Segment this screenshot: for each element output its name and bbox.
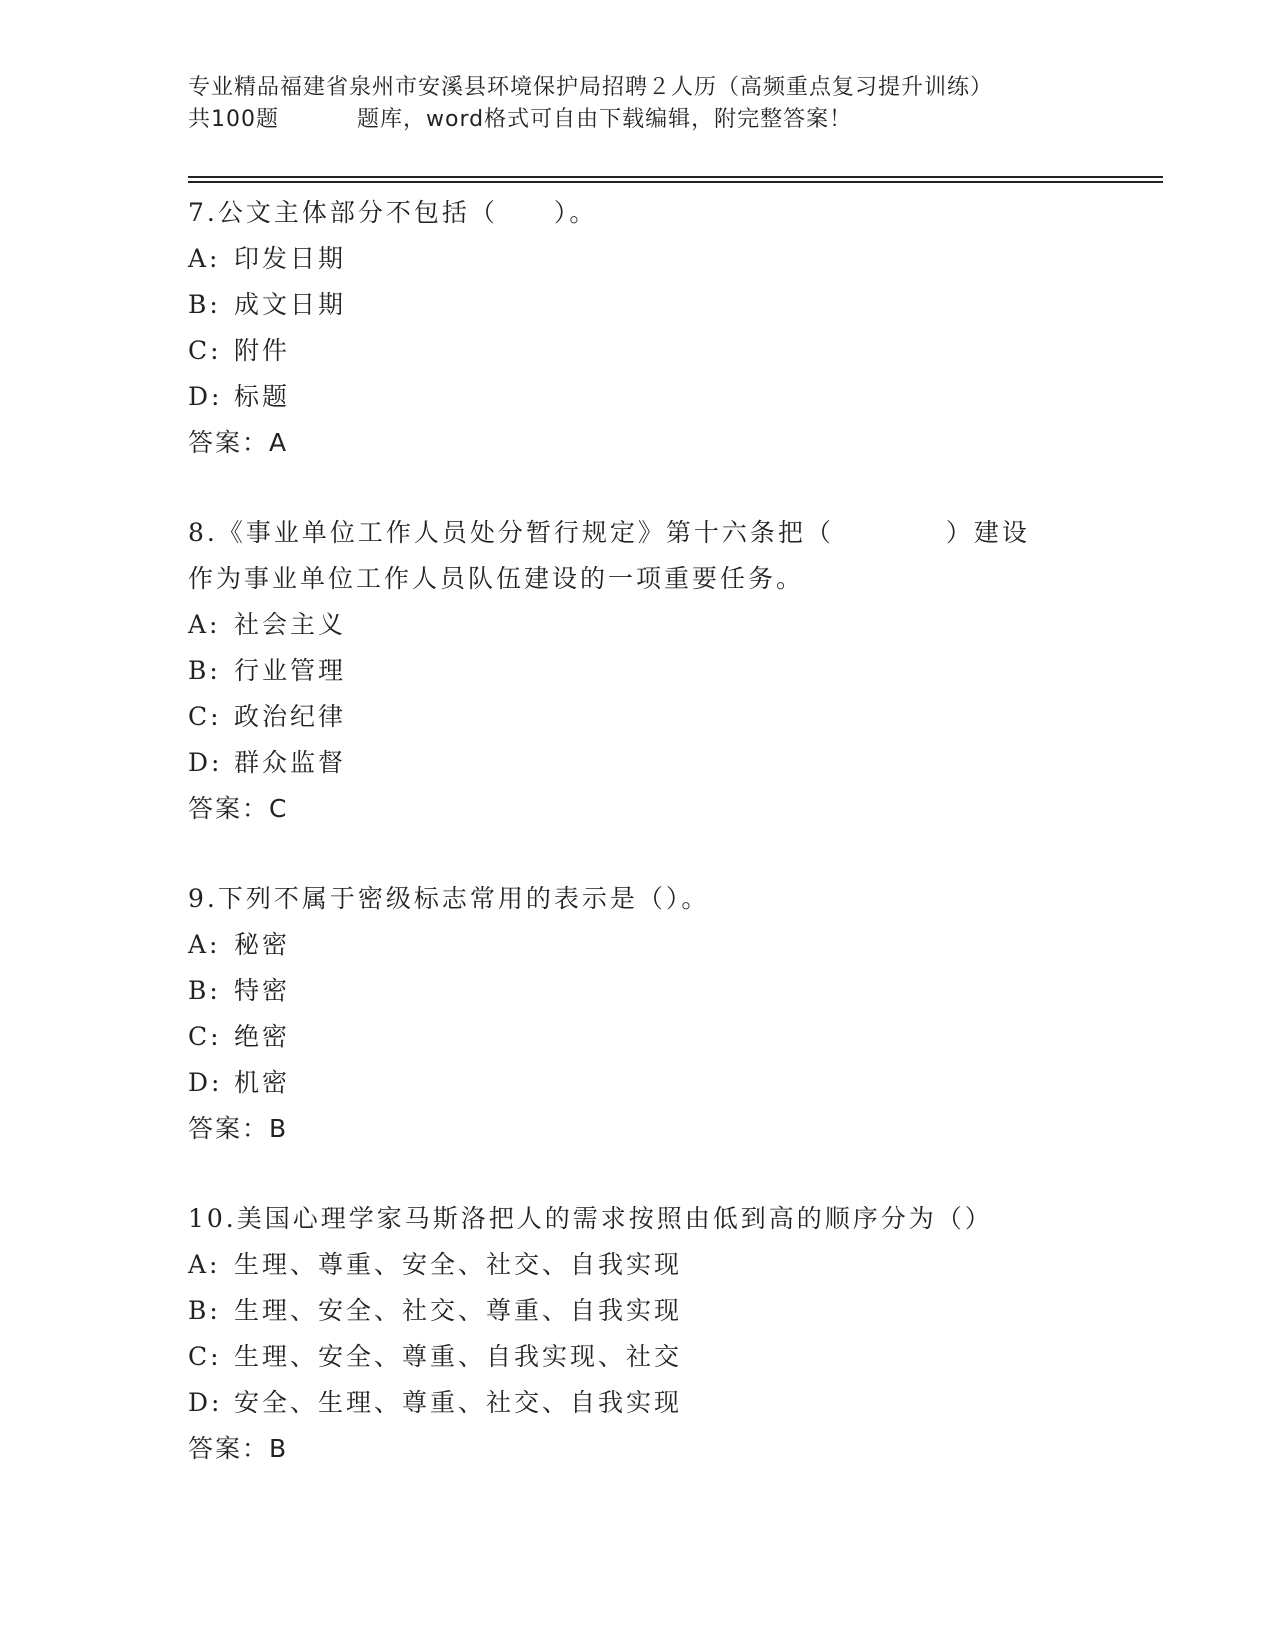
option-a bbox=[188, 602, 1088, 648]
option-key: A: bbox=[188, 610, 221, 639]
option-key: D: bbox=[188, 1068, 223, 1097]
option-key: C: bbox=[188, 336, 222, 365]
question-text: 10.美国心理学家马斯洛把人的需求按照由低到高的顺序分为（） bbox=[188, 1204, 993, 1233]
option-c bbox=[188, 1334, 1088, 1380]
question-text: 9.下列不属于密级标志常用的表示是（）。 bbox=[188, 884, 710, 913]
option-key: A: bbox=[188, 1250, 221, 1279]
option-key: A: bbox=[188, 244, 221, 273]
header-divider-bottom bbox=[188, 181, 1163, 183]
option-b bbox=[188, 282, 1088, 328]
header-question-count: 共100题 bbox=[188, 107, 279, 132]
question-block bbox=[188, 1196, 1088, 1472]
option-key: D: bbox=[188, 748, 223, 777]
option-text: 生理、安全、尊重、自我实现、社交 bbox=[234, 1342, 683, 1371]
option-a bbox=[188, 1242, 1088, 1288]
option-text: 生理、尊重、安全、社交、自我实现 bbox=[234, 1250, 683, 1279]
question-block bbox=[188, 876, 1088, 1152]
option-key: B: bbox=[188, 1296, 221, 1325]
option-b bbox=[188, 1288, 1088, 1334]
option-text: 秘密 bbox=[234, 930, 291, 959]
header-divider-top bbox=[188, 176, 1163, 178]
option-key: C: bbox=[188, 1022, 222, 1051]
answer-line: 答案：B bbox=[188, 1114, 289, 1143]
option-b bbox=[188, 648, 1088, 694]
question-text: 7.公文主体部分不包括（ ）。 bbox=[188, 198, 598, 227]
answer-line: 答案：C bbox=[188, 794, 289, 823]
option-text: 社会主义 bbox=[234, 610, 347, 639]
option-key: B: bbox=[188, 656, 221, 685]
answer-line: 答案：A bbox=[188, 428, 289, 457]
option-text: 标题 bbox=[234, 382, 291, 411]
option-text: 成文日期 bbox=[234, 290, 347, 319]
option-b bbox=[188, 968, 1088, 1014]
header-subtitle-line bbox=[188, 104, 1088, 136]
option-text: 行业管理 bbox=[234, 656, 347, 685]
option-c bbox=[188, 694, 1088, 740]
option-c bbox=[188, 328, 1088, 374]
option-text: 附件 bbox=[234, 336, 291, 365]
option-key: D: bbox=[188, 382, 223, 411]
option-key: B: bbox=[188, 290, 221, 319]
question-text-continued: 作为事业单位工作人员队伍建设的一项重要任务。 bbox=[188, 564, 805, 593]
option-a bbox=[188, 236, 1088, 282]
option-key: C: bbox=[188, 702, 222, 731]
option-d bbox=[188, 1060, 1088, 1106]
question-block bbox=[188, 510, 1088, 832]
option-text: 印发日期 bbox=[234, 244, 347, 273]
option-text: 群众监督 bbox=[234, 748, 347, 777]
answer-line: 答案：B bbox=[188, 1434, 289, 1463]
option-text: 特密 bbox=[234, 976, 291, 1005]
question-block bbox=[188, 190, 1088, 466]
option-d bbox=[188, 1380, 1088, 1426]
option-key: A: bbox=[188, 930, 221, 959]
option-text: 绝密 bbox=[234, 1022, 291, 1051]
option-text: 生理、安全、社交、尊重、自我实现 bbox=[234, 1296, 683, 1325]
header-format-note: 题库，word格式可自由下载编辑，附完整答案！ bbox=[357, 107, 853, 132]
option-key: D: bbox=[188, 1388, 223, 1417]
option-c bbox=[188, 1014, 1088, 1060]
option-d bbox=[188, 740, 1088, 786]
option-d bbox=[188, 374, 1088, 420]
document-header bbox=[188, 72, 1088, 136]
option-text: 政治纪律 bbox=[234, 702, 347, 731]
option-key: C: bbox=[188, 1342, 222, 1371]
option-text: 安全、生理、尊重、社交、自我实现 bbox=[234, 1388, 683, 1417]
header-title-line: 专业精品福建省泉州市安溪县环境保护局招聘２人历（高频重点复习提升训练） bbox=[188, 75, 994, 100]
option-a bbox=[188, 922, 1088, 968]
option-key: B: bbox=[188, 976, 221, 1005]
question-text: 8.《事业单位工作人员处分暂行规定》第十六条把（ ）建设 bbox=[188, 518, 1030, 547]
option-text: 机密 bbox=[234, 1068, 291, 1097]
